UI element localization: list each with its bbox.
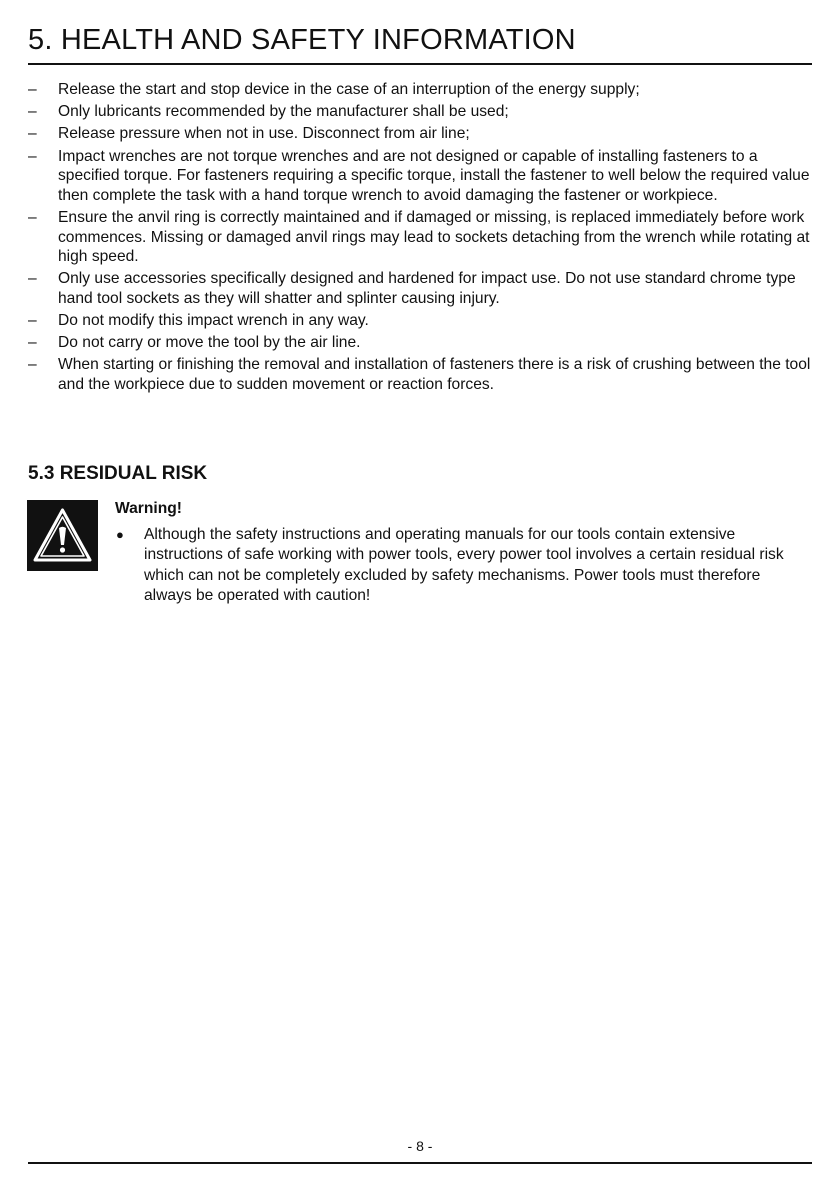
dash-marker: –	[28, 312, 37, 330]
warning-title: Warning!	[115, 500, 182, 517]
warning-list	[115, 525, 810, 607]
list-item	[28, 311, 812, 331]
bullet-dot: ●	[116, 527, 124, 542]
page-title: 5. HEALTH AND SAFETY INFORMATION	[28, 24, 576, 56]
list-item	[28, 355, 812, 394]
dash-marker: –	[28, 147, 37, 165]
list-item-text: Release the start and stop device in the case of an interruption of the energy supply;	[58, 81, 640, 98]
list-item	[28, 208, 812, 267]
list-item	[28, 269, 812, 308]
dash-marker: –	[28, 125, 37, 143]
list-item-text: Only lubricants recommended by the manufacturer shall be used;	[58, 103, 509, 121]
title-rule	[28, 63, 812, 65]
list-item-text: Do not carry or move the tool by the air line.	[58, 334, 361, 352]
footer-rule	[28, 1162, 812, 1164]
list-item	[28, 147, 812, 206]
list-item	[28, 102, 812, 122]
list-item	[28, 333, 812, 353]
dash-marker: –	[28, 270, 37, 288]
list-item-text: Do not modify this impact wrench in any way.	[58, 312, 369, 330]
dash-marker: –	[28, 103, 37, 121]
dash-marker: –	[28, 208, 37, 226]
list-item	[115, 525, 810, 607]
safety-bullet-list	[28, 80, 812, 397]
warning-triangle-icon	[27, 500, 98, 571]
list-item	[28, 80, 812, 100]
dash-marker: –	[28, 81, 37, 98]
list-item	[28, 124, 812, 144]
dash-marker: –	[28, 334, 37, 352]
warning-text: Although the safety instructions and operating manuals for our tools contain extensive instructions of safe working with power tools, every power tool involves a certain residual risk which can not be completely excluded by safety mechanisms. Power tools must therefore always be operated with caution!	[144, 526, 784, 605]
list-item-text: Ensure the anvil ring is correctly maintained and if damaged or missing, is replaced immediately before work commences. Missing or damaged anvil rings may lead to sockets detaching from the wrench while rotating at high speed.	[58, 208, 810, 266]
list-item-text: Impact wrenches are not torque wrenches and are not designed or capable of installing fasteners to a specified torque. For fasteners requiring a specific torque, install the fastener to well below the required value then complete the task with a hand torque wrench to avoid damaging the fastener or workpiece.	[58, 147, 810, 204]
list-item-text: Only use accessories specifically designed and hardened for impact use. Do not use standard chrome type hand tool sockets as they will shatter and splinter causing injury.	[58, 270, 796, 307]
dash-marker: –	[28, 356, 37, 374]
section-heading-residual-risk: 5.3 RESIDUAL RISK	[28, 463, 208, 484]
page-number: - 8 -	[407, 1138, 433, 1154]
list-item-text: When starting or finishing the removal and installation of fasteners there is a risk of crushing between the tool and the workpiece due to sudden movement or reaction forces.	[58, 356, 811, 394]
list-item-text: Release pressure when not in use. Disconnect from air line;	[58, 125, 470, 143]
